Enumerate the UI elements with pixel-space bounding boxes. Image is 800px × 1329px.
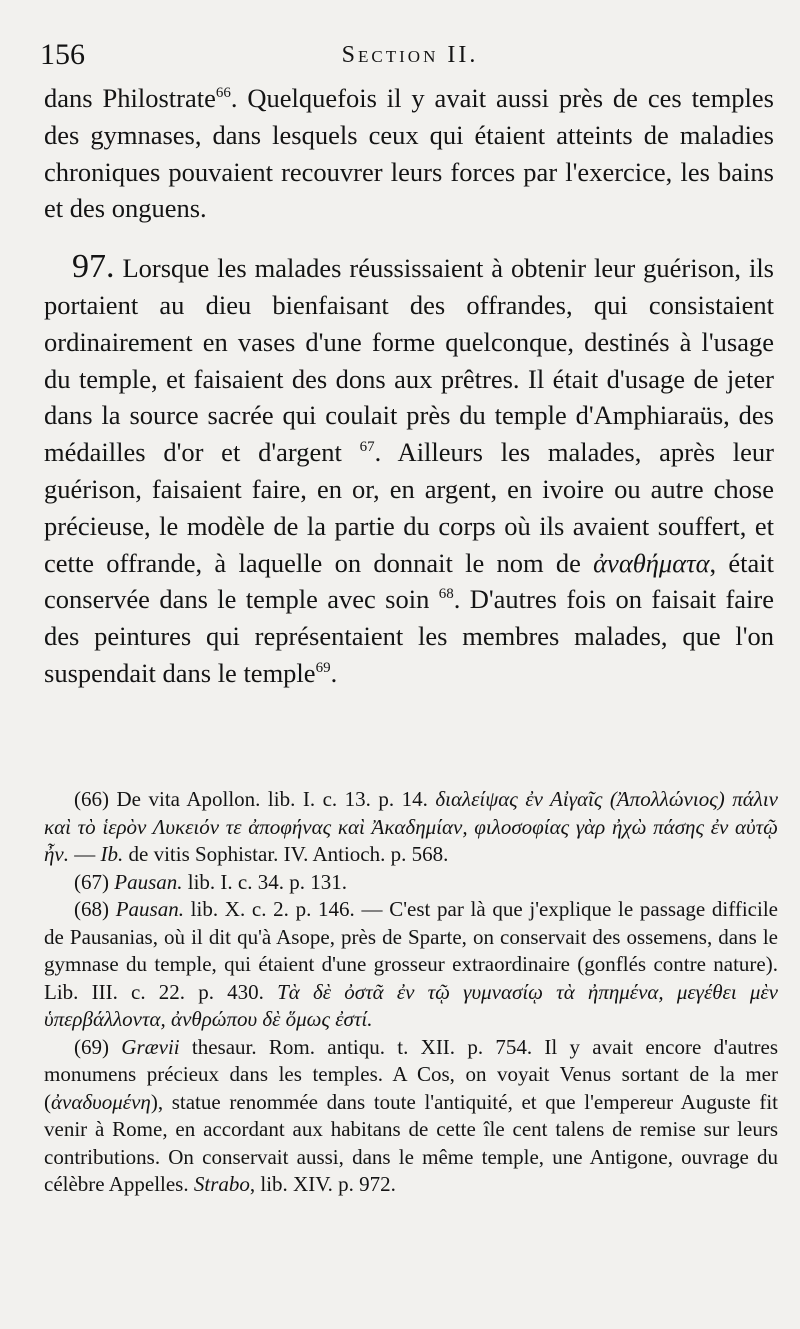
footnote-text: , lib. XIV. p. 972. <box>249 1172 396 1196</box>
paragraph-continued <box>44 80 774 227</box>
footnote-text: ), statue renommée dans toute l'antiquité, et que l'empereur Auguste fit venir à Rome, en accordant aux habitans de cette île cent talens de remise sur leurs contributions. On conservait aussi, dans le même temple, une Antigone, ouvrage du célèbre Appelles. <box>44 1089 778 1196</box>
footnote-67 <box>44 869 778 897</box>
footnote-66 <box>44 786 778 869</box>
paragraph-number: 97. <box>72 248 115 286</box>
footnote-text: lib. I. c. 34. p. 131. <box>182 869 347 894</box>
running-head: Section II. <box>341 42 479 68</box>
footnote-marker-67: 67 <box>359 439 375 456</box>
paragraph-text: dans Philostrate <box>44 83 216 113</box>
footnote-italic: Ib. <box>100 842 124 866</box>
paragraph-text: . D'autres fois on faisait faire des peintures qui représentaient les membres malades, que l'on suspendait dans le temple <box>44 584 774 688</box>
footnote-marker-69: 69 <box>315 660 331 677</box>
footnote-69 <box>44 1034 778 1199</box>
paragraph-text: , était conservée dans le temple avec soin <box>44 547 774 615</box>
footnote-ref: (66) <box>74 787 109 811</box>
footnote-ref: (68) <box>74 897 109 921</box>
footnote-text: — <box>69 842 101 866</box>
greek-term: ἀναδυομένη <box>51 1089 151 1114</box>
footnote-text: lib. X. c. 2. p. 146. — C'est par là que j'explique le passage difficile de Pausanias, où il dit qu'à Asope, près de Sparte, on conservait des ossemens, dans le gymnase du temple, qui étaient d'une grosseur extraordinaire (gonflés contre nature). Lib. III. c. 22. p. 430. <box>44 897 778 1004</box>
footnote-italic: Strabo <box>193 1172 250 1196</box>
footnote-marker-66: 66 <box>215 85 231 102</box>
greek-term: ἀναθήματα <box>593 547 710 578</box>
greek-quotation: Τὰ δὲ ὀστᾶ ἐν τῷ γυμνασίῳ τὰ ἠπημένα, μεγέθει μὲν ὑπερβάλλοντα, ἀνθρώπου δὲ ὅμως ἐστί. <box>44 979 778 1031</box>
paragraph-97 <box>44 249 774 692</box>
page-number: 156 <box>40 38 85 71</box>
main-text <box>44 80 774 692</box>
footnotes <box>44 786 778 1199</box>
paragraph-text: . Ailleurs les malades, après leur guérison, faisaient faire, en or, en argent, en ivoire ou autre chose précieuse, le modèle de la partie du corps où ils avaient souffert, et cette offrande, à laquelle on donnait le nom de <box>44 437 775 578</box>
footnote-ref: (67) <box>74 869 109 894</box>
footnote-text: de vitis Sophistar. IV. Antioch. p. 568. <box>123 842 449 866</box>
footnote-italic: Grævii <box>109 1034 180 1059</box>
page-header <box>40 38 780 78</box>
footnote-68 <box>44 896 778 1034</box>
paragraph-text: . <box>330 657 338 688</box>
paragraph-text: . Quelquefois il y avait aussi près de ces temples des gymnases, dans lesquels ceux qui étaient atteints de maladies chroniques pouvaient recouvrer leurs forces par l'exercice, les bains et des onguens. <box>44 83 774 224</box>
footnote-text: thesaur. Rom. antiqu. t. XII. p. 754. Il y avait encore d'autres monumens précieux dans les temples. A Cos, on voyait Venus sortant de la mer ( <box>44 1034 778 1114</box>
paragraph-text: Lorsque les malades réussissaient à obtenir leur guérison, ils portaient au dieu bienfaisant des offrandes, qui consistaient ordinairement en vases d'une forme quelconque, destinés à l'usage du temple, et faisaient des dons aux prêtres. Il était d'usage de jeter dans la source sacrée qui coulait près du temple d'Amphiaraüs, des médailles d'or et d'argent <box>44 253 774 468</box>
footnote-italic: Pausan. <box>109 869 183 894</box>
footnote-italic: Pausan. <box>109 897 184 921</box>
footnote-ref: (69) <box>74 1034 109 1059</box>
footnote-text: De vita Apollon. lib. I. c. 13. p. 14. <box>109 787 436 811</box>
footnote-marker-68: 68 <box>438 586 454 603</box>
greek-quotation: διαλείψας ἐν Αἰγαῖς (Ἀπολλώνιος) πάλιν καὶ τὸ ἱερὸν Λυκειόν τε ἀποφήνας καὶ Ἀκαδημίαν, φιλοσοφίας γὰρ ἠχὼ πάσης ἐν αὐτῷ ἦν. <box>44 787 779 866</box>
